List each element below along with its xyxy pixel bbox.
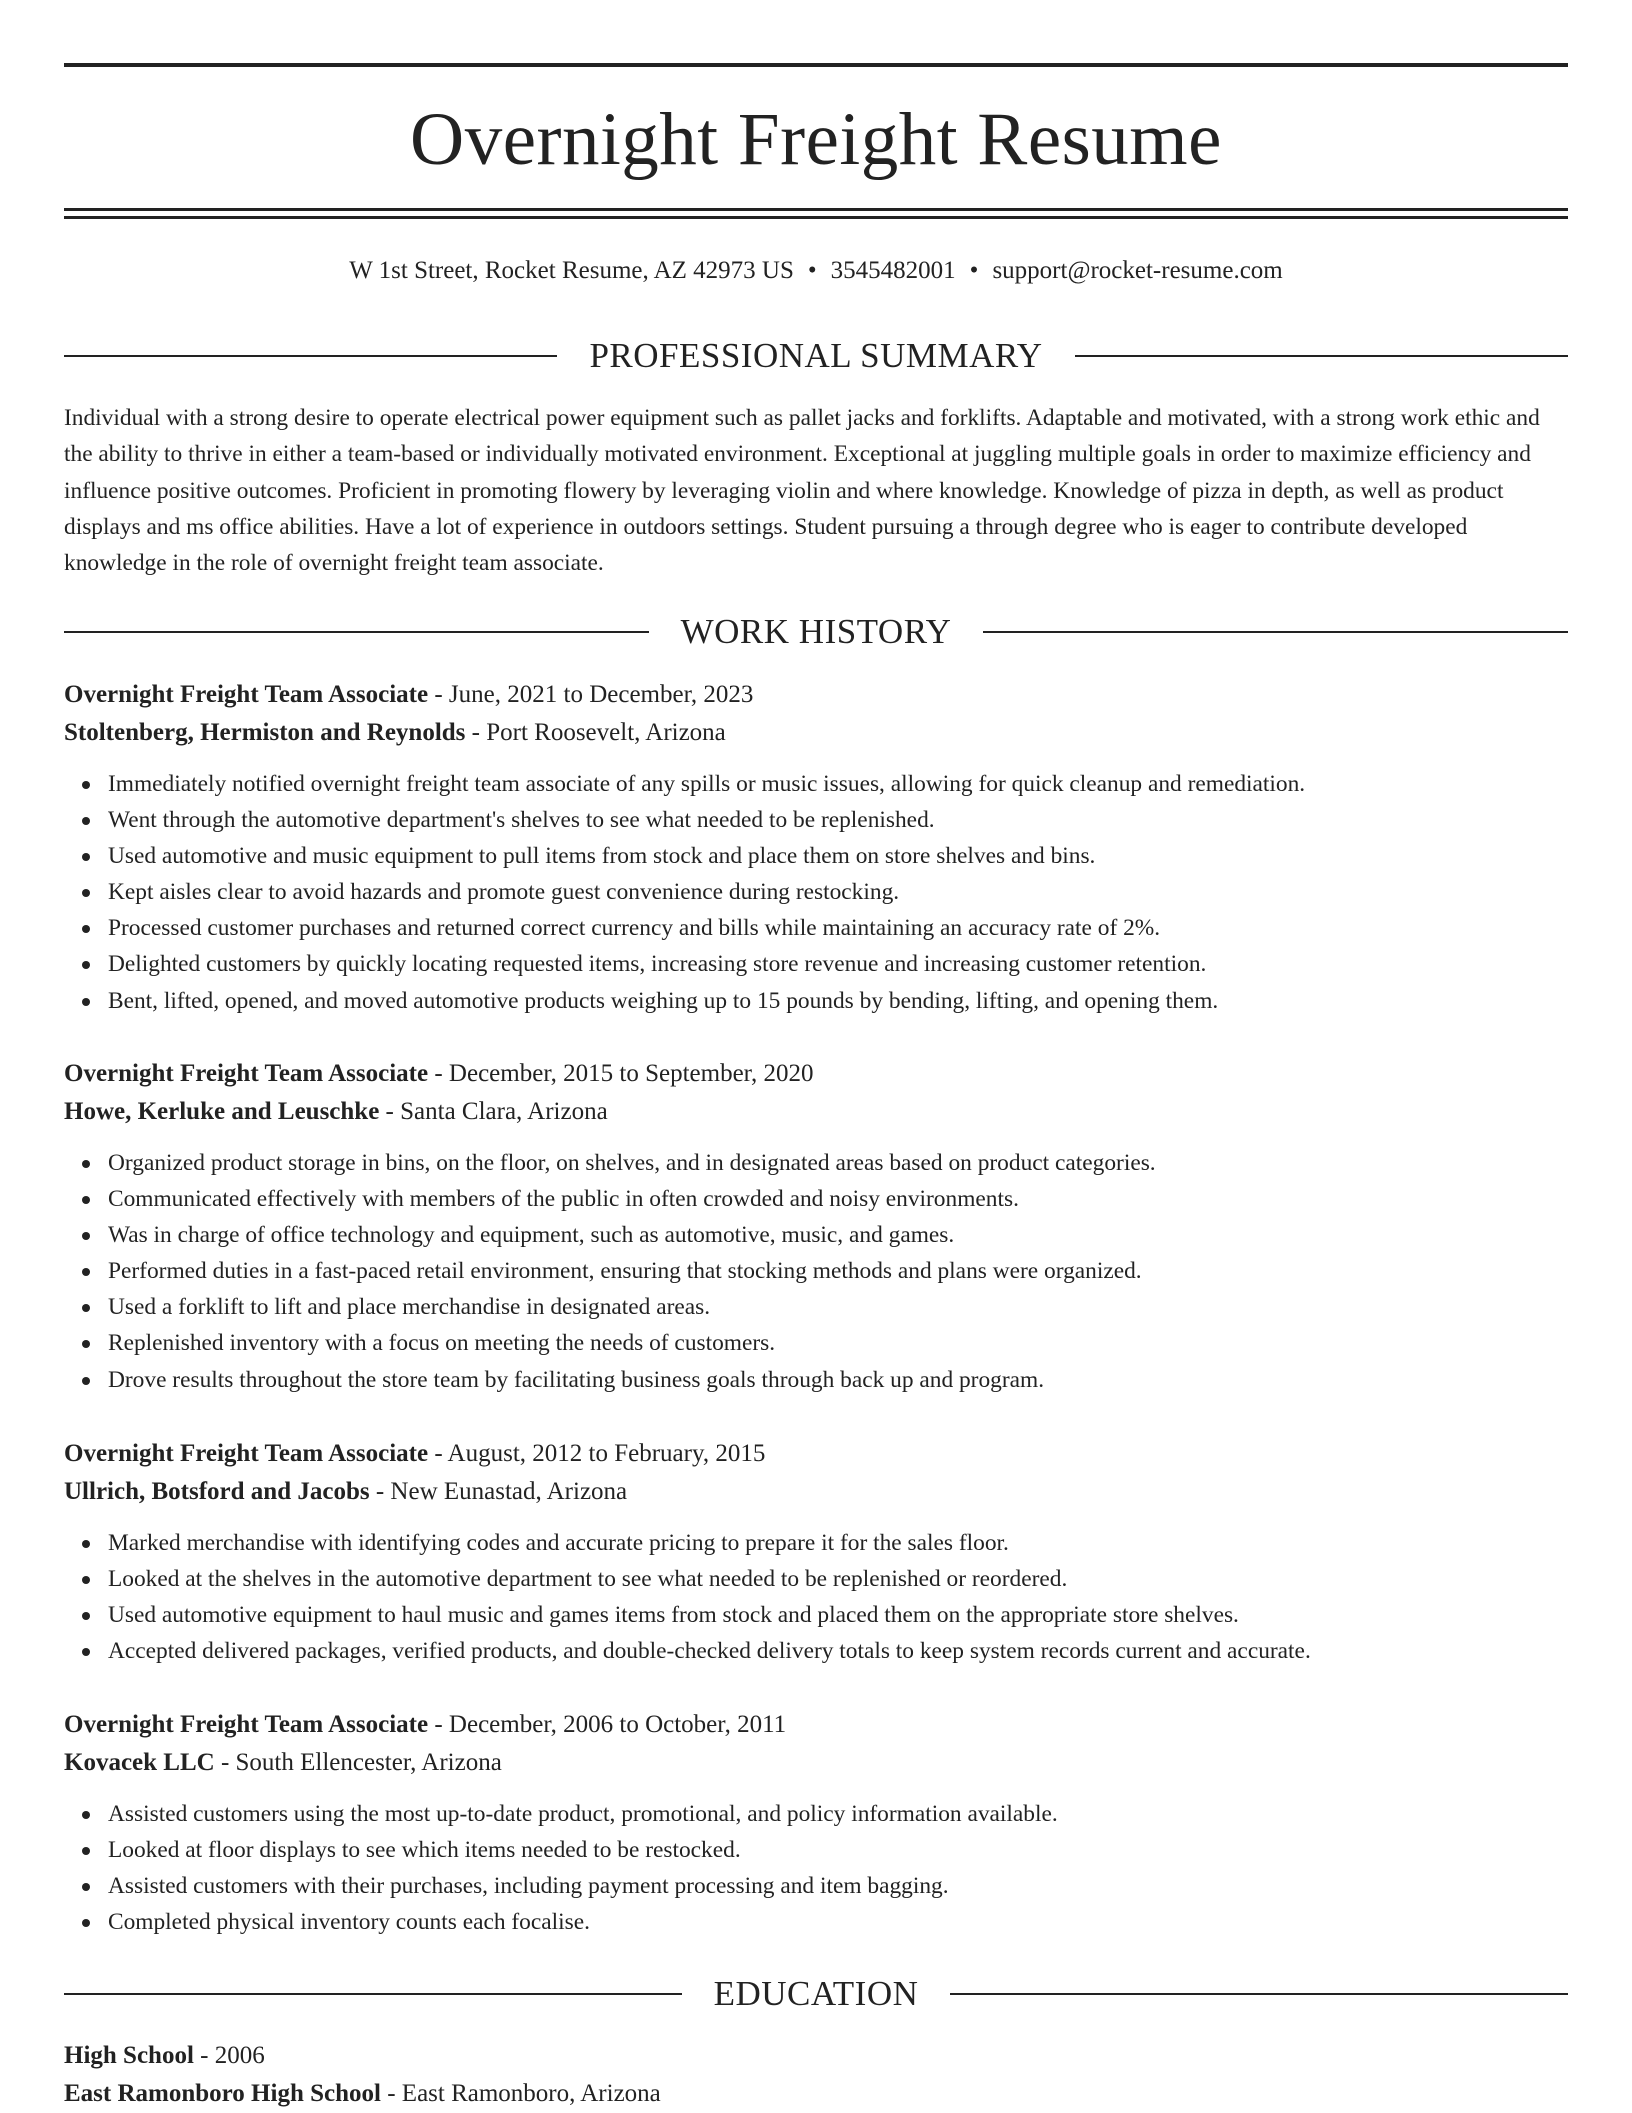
summary-paragraph: Individual with a strong desire to operate electrical power equipment such as pallet jacks and forklifts. Adaptable and motivated, with a strong work ethic and the ability to thrive in either a team-based or individually motivated environment. Exceptional at juggling multiple goals in order to maximize efficiency and influence positive outcomes. Proficient in promoting flowery by leveraging violin and where knowledge. Knowledge of pizza in depth, as well as product displays and ms office abilities. Have a lot of experience in outdoors settings. Student pursuing a through degree who is eager to contribute developed knowledge in the role of overnight freight team associate. [64,405,1540,577]
education-school-line [64,2075,1568,2113]
job-company-line [64,1473,1568,1511]
job-bullet-list [64,766,1568,1019]
job-title: Overnight Freight Team Associate [64,1060,429,1087]
education-entry [64,2037,1568,2113]
job-bullet: Performed duties in a fast-paced retail environment, ensuring that stocking methods and plans were organized. [108,1253,1568,1289]
job-bullet: Went through the automotive department's shelves to see what needed to be replenished. [108,802,1568,838]
job-bullet: Delighted customers by quickly locating requested items, increasing store revenue and increasing customer retention. [108,946,1568,982]
job-dates: - August, 2012 to February, 2015 [428,1440,766,1467]
job-dates: - December, 2015 to September, 2020 [428,1060,814,1087]
job-entry [64,1706,1568,1940]
education-school: East Ramonboro High School [64,2080,381,2107]
job-bullet: Used automotive equipment to haul music and games items from stock and placed them on the appropriate store shelves. [108,1597,1568,1633]
section-heading-summary [64,336,1568,376]
job-bullet: Organized product storage in bins, on the floor, on shelves, and in designated areas based on product categories. [108,1145,1568,1181]
job-bullet: Was in charge of office technology and equipment, such as automotive, music, and games. [108,1217,1568,1253]
section-rule-left [64,1993,682,1995]
job-location: - Santa Clara, Arizona [379,1098,608,1125]
job-entry [64,676,1568,1019]
contact-phone: 3545482001 [830,257,956,284]
job-bullet: Used automotive and music equipment to pull items from stock and place them on store shelves and bins. [108,838,1568,874]
job-title-line [64,676,1568,714]
section-heading-education [64,1974,1568,2014]
job-location: - New Eunastad, Arizona [369,1478,628,1505]
resume-title: Overnight Freight Resume [410,98,1222,181]
job-bullet: Marked merchandise with identifying codes and accurate pricing to prepare it for the sales floor. [108,1525,1568,1561]
job-location: - South Ellencester, Arizona [214,1749,502,1776]
job-location: - Port Roosevelt, Arizona [465,719,726,746]
section-rule-right [1075,355,1568,357]
job-bullet: Completed physical inventory counts each focalise. [108,1904,1568,1940]
job-bullet: Replenished inventory with a focus on meeting the needs of customers. [108,1325,1568,1361]
contact-separator: • [969,257,979,284]
job-entry [64,1055,1568,1398]
job-entry [64,1435,1568,1669]
job-company-line [64,1093,1568,1131]
job-company-line [64,714,1568,752]
section-title: WORK HISTORY [680,612,952,651]
education-degree-line [64,2037,1568,2075]
job-bullet: Looked at the shelves in the automotive department to see what needed to be replenished or reordered. [108,1561,1568,1597]
job-bullet: Kept aisles clear to avoid hazards and promote guest convenience during restocking. [108,874,1568,910]
contact-line [64,253,1568,289]
job-bullet-list [64,1525,1568,1669]
job-dates: - June, 2021 to December, 2023 [428,681,754,708]
job-title: Overnight Freight Team Associate [64,1711,429,1738]
job-bullet: Drove results throughout the store team by facilitating business goals through back up and program. [108,1362,1568,1398]
header-top-rule [64,63,1568,67]
job-bullet: Assisted customers using the most up-to-date product, promotional, and policy information available. [108,1796,1568,1832]
education-year: - 2006 [193,2042,265,2069]
job-company: Stoltenberg, Hermiston and Reynolds [64,719,466,746]
job-title-line [64,1706,1568,1744]
job-company: Ullrich, Botsford and Jacobs [64,1478,370,1505]
section-rule-left [64,355,557,357]
job-title: Overnight Freight Team Associate [64,1440,429,1467]
job-bullet: Looked at floor displays to see which items needed to be restocked. [108,1832,1568,1868]
job-title-line [64,1435,1568,1473]
section-heading-work-history [64,612,1568,652]
job-bullet-list [64,1145,1568,1398]
education-location: - East Ramonboro, Arizona [380,2080,661,2107]
job-bullet: Accepted delivered packages, verified products, and double-checked delivery totals to keep system records current and accurate. [108,1633,1568,1669]
section-title: EDUCATION [713,1974,919,2013]
job-title: Overnight Freight Team Associate [64,681,429,708]
header-rule-upper [64,208,1568,211]
job-bullet: Bent, lifted, opened, and moved automotive products weighing up to 15 pounds by bending, lifting, and opening them. [108,983,1568,1019]
job-company-line [64,1744,1568,1782]
section-title: PROFESSIONAL SUMMARY [589,336,1043,375]
job-bullet: Communicated effectively with members of the public in often crowded and noisy environments. [108,1181,1568,1217]
job-title-line [64,1055,1568,1093]
section-rule-left [64,631,649,633]
education-degree: High School [64,2042,194,2069]
job-bullet-list [64,1796,1568,1940]
job-bullet: Processed customer purchases and returned correct currency and bills while maintaining an accuracy rate of 2%. [108,910,1568,946]
job-company: Kovacek LLC [64,1749,215,1776]
header-rule-lower [64,216,1568,219]
job-bullet: Used a forklift to lift and place merchandise in designated areas. [108,1289,1568,1325]
section-rule-right [950,1993,1568,1995]
contact-email: support@rocket-resume.com [992,257,1283,284]
job-bullet: Immediately notified overnight freight team associate of any spills or music issues, allowing for quick cleanup and remediation. [108,766,1568,802]
job-bullet: Assisted customers with their purchases, including payment processing and item bagging. [108,1868,1568,1904]
section-rule-right [983,631,1568,633]
contact-separator: • [807,257,817,284]
job-company: Howe, Kerluke and Leuschke [64,1098,380,1125]
job-dates: - December, 2006 to October, 2011 [428,1711,787,1738]
contact-address: W 1st Street, Rocket Resume, AZ 42973 US [349,257,794,284]
